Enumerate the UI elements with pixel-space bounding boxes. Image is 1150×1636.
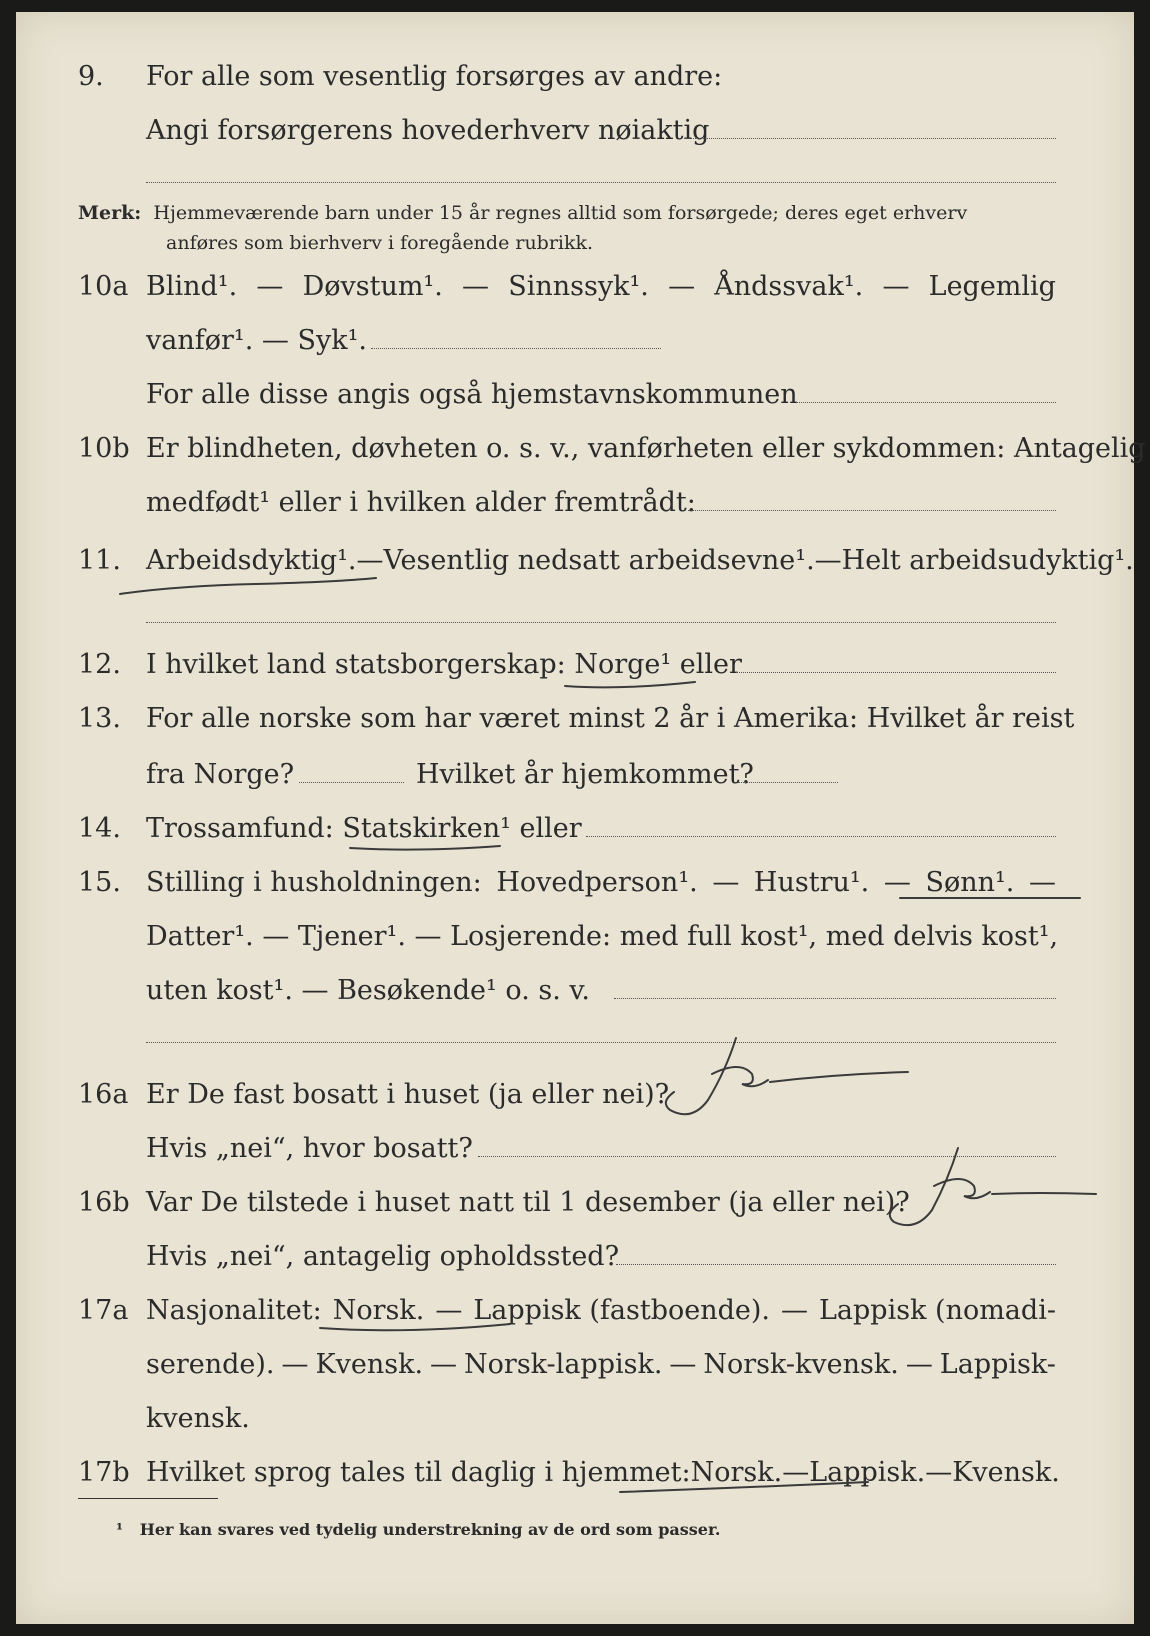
- option-lappisk-fastboende[interactable]: Lappisk (fastboende).: [473, 1295, 770, 1326]
- option-lappisk[interactable]: Lappisk-: [939, 1349, 1056, 1380]
- item-text: Nasjonalitet:: [146, 1295, 322, 1326]
- option-dash: —: [668, 271, 696, 302]
- item-number: 17b: [78, 1457, 130, 1488]
- answer-field-departure[interactable]: [299, 782, 404, 783]
- option-dash: —: [281, 1349, 309, 1380]
- answer-field[interactable]: [614, 998, 1056, 999]
- item-options: [146, 262, 1056, 312]
- item-number: 16a: [78, 1079, 129, 1110]
- underline-mark: [316, 1314, 516, 1336]
- option-dash: —: [712, 867, 740, 898]
- item-9-line2: [16, 106, 1134, 156]
- answer-line[interactable]: [146, 182, 1056, 183]
- option-kvensk[interactable]: Kvensk.: [952, 1457, 1060, 1488]
- item-17a-line2: [16, 1340, 1134, 1390]
- note-label: Merk:: [78, 202, 142, 224]
- item-10b: [16, 424, 1146, 474]
- option-norsk-lappisk[interactable]: Norsk-lappisk.: [464, 1349, 663, 1380]
- item-number: 10a: [78, 271, 129, 302]
- footnote-marker: ¹: [116, 1520, 124, 1539]
- item-number: 14.: [78, 813, 121, 844]
- option-dash: —: [256, 271, 284, 302]
- item-text: For alle som vesentlig forsørges av andre:: [146, 61, 723, 92]
- item-number: 17a: [78, 1295, 129, 1326]
- option-dash: —: [925, 1457, 953, 1488]
- option-legemlig[interactable]: Legemlig: [928, 271, 1056, 302]
- handwritten-answer-ja: [656, 1030, 916, 1120]
- item-17a-line3: [16, 1394, 1134, 1444]
- item-17b: [16, 1448, 1134, 1498]
- item-17a: [16, 1286, 1134, 1336]
- answer-field[interactable]: [736, 672, 1056, 673]
- item-text: Stilling i husholdningen:: [146, 867, 482, 898]
- item-text: Er De fast bosatt i huset (ja eller nei)?: [146, 1079, 670, 1110]
- item-number: 13.: [78, 703, 121, 734]
- option-kvensk[interactable]: Kvensk.: [315, 1349, 424, 1380]
- item-16b-line2: [16, 1232, 1134, 1282]
- option-arbeidsdyktig[interactable]: Arbeidsdyktig¹.: [146, 545, 357, 576]
- option-dovstum[interactable]: Døvstum¹.: [302, 271, 443, 302]
- option-dash: —: [882, 271, 910, 302]
- option-norsk[interactable]: Norsk.: [690, 1457, 783, 1488]
- note-merk: [78, 198, 1078, 258]
- item-number: 12.: [78, 649, 121, 680]
- footnote-divider: [78, 1498, 218, 1499]
- item-14: [16, 804, 1134, 854]
- option-dash: —: [883, 867, 911, 898]
- option-dash: —: [781, 1295, 808, 1326]
- underline-mark: [116, 560, 396, 600]
- option-dash: —: [1028, 867, 1056, 898]
- note-text-line2: anføres som bierhverv i foregående rubrikk.: [166, 232, 594, 254]
- item-16a: [16, 1070, 1134, 1120]
- item-text: Hvilket sprog tales til daglig i hjemmet:: [146, 1457, 691, 1488]
- answer-field-return[interactable]: [738, 782, 838, 783]
- item-text: Var De tilstede i huset natt til 1 desember (ja eller nei)?: [146, 1187, 910, 1218]
- item-text: fra Norge?: [146, 759, 295, 790]
- option-lappisk[interactable]: Lappisk.: [809, 1457, 926, 1488]
- item-15-line2: [16, 912, 1134, 962]
- item-text: Datter¹. — Tjener¹. — Losjerende: med full kost¹, med delvis kost¹,: [146, 921, 1059, 952]
- option-sonn[interactable]: Sønn¹.: [925, 867, 1015, 898]
- item-text: Angi forsørgerens hovederhverv nøiaktig: [146, 115, 710, 146]
- item-13-line2: [16, 750, 1134, 800]
- option-norsk-kvensk[interactable]: Norsk-kvensk.: [703, 1349, 899, 1380]
- option-blind[interactable]: Blind¹.: [146, 271, 238, 302]
- option-dash: —: [782, 1457, 810, 1488]
- option-lappisk-nomadi[interactable]: Lappisk (nomadi-: [819, 1295, 1056, 1326]
- answer-field[interactable]: [371, 348, 661, 349]
- answer-field[interactable]: [586, 836, 1056, 837]
- item-options: [146, 1448, 1060, 1498]
- option-andssvak[interactable]: Åndssvak¹.: [714, 271, 864, 302]
- item-text: Hvis „nei“, antagelig opholdssted?: [146, 1241, 620, 1272]
- item-number: 9.: [78, 61, 104, 92]
- item-number: 16b: [78, 1187, 130, 1218]
- answer-line[interactable]: [146, 622, 1056, 623]
- item-options: [146, 1340, 1056, 1390]
- item-text: Er blindheten, døvheten o. s. v., vanførheten eller sykdommen: Antagelig: [146, 433, 1146, 464]
- option-sinnssyk[interactable]: Sinnssyk¹.: [508, 271, 649, 302]
- option-norsk[interactable]: Norsk.: [332, 1295, 425, 1326]
- item-number: 15.: [78, 867, 121, 898]
- census-form-page: [16, 12, 1146, 1624]
- option-hovedperson[interactable]: Hovedperson¹.: [496, 867, 698, 898]
- option-nedsatt[interactable]: Vesentlig nedsatt arbeidsevne¹.: [383, 545, 815, 576]
- option-dash: —: [814, 545, 842, 576]
- option-dash: —: [435, 1295, 463, 1326]
- item-text: For alle disse angis også hjemstavnskommunen: [146, 379, 798, 410]
- underline-mark: [616, 1474, 876, 1498]
- item-text: Hvilket år hjemkommet?: [416, 759, 754, 790]
- item-number: 10b: [78, 433, 130, 464]
- answer-field[interactable]: [796, 402, 1056, 403]
- item-13: [16, 694, 1134, 744]
- item-text: vanfør¹. — Syk¹.: [146, 325, 367, 356]
- item-15-line3: [16, 966, 1134, 1016]
- answer-field[interactable]: [688, 510, 1056, 511]
- underline-mark: [346, 832, 506, 856]
- item-text: Hvis „nei“, hvor bosatt?: [146, 1133, 473, 1164]
- underline-mark: [896, 886, 1086, 906]
- option-kvensk-cont[interactable]: kvensk.: [146, 1403, 250, 1434]
- item-10a-line2: [16, 316, 1134, 366]
- answer-line[interactable]: [146, 1042, 1056, 1043]
- item-text: For alle norske som har været minst 2 år i Amerika: Hvilket år reist: [146, 703, 1075, 734]
- answer-field[interactable]: [616, 1264, 1056, 1265]
- item-options: [146, 1286, 1056, 1336]
- item-text: uten kost¹. — Besøkende¹ o. s. v.: [146, 975, 591, 1006]
- item-10a: [16, 262, 1134, 312]
- option-dash: —: [430, 1349, 458, 1380]
- item-10a-line3: [16, 370, 1134, 420]
- handwritten-answer-ja: [876, 1140, 1106, 1232]
- footnote: [116, 1520, 721, 1539]
- footnote-text: Her kan svares ved tydelig understrekning av de ord som passer.: [139, 1520, 721, 1539]
- underline-mark: [561, 672, 701, 696]
- item-10b-line2: [16, 478, 1134, 528]
- item-text: Trossamfund: Statskirken¹ eller: [146, 813, 582, 844]
- option-dash: —: [462, 271, 490, 302]
- option-hustru[interactable]: Hustru¹.: [753, 867, 870, 898]
- option-arbeidsudyktig[interactable]: Helt arbeidsudyktig¹.: [841, 545, 1134, 576]
- item-text: I hvilket land statsborgerskap: Norge¹ eller: [146, 649, 742, 680]
- item-number: 11.: [78, 545, 121, 576]
- option-dash: —: [905, 1349, 933, 1380]
- option-serende[interactable]: serende).: [146, 1349, 275, 1380]
- item-9: [16, 52, 1134, 102]
- option-dash: —: [356, 545, 384, 576]
- item-text: medfødt¹ eller i hvilken alder fremtrådt:: [146, 487, 696, 518]
- option-dash: —: [669, 1349, 697, 1380]
- answer-field[interactable]: [684, 138, 1056, 139]
- note-text-line1: Hjemmeværende barn under 15 år regnes alltid som forsørgede; deres eget erhverv: [153, 202, 968, 224]
